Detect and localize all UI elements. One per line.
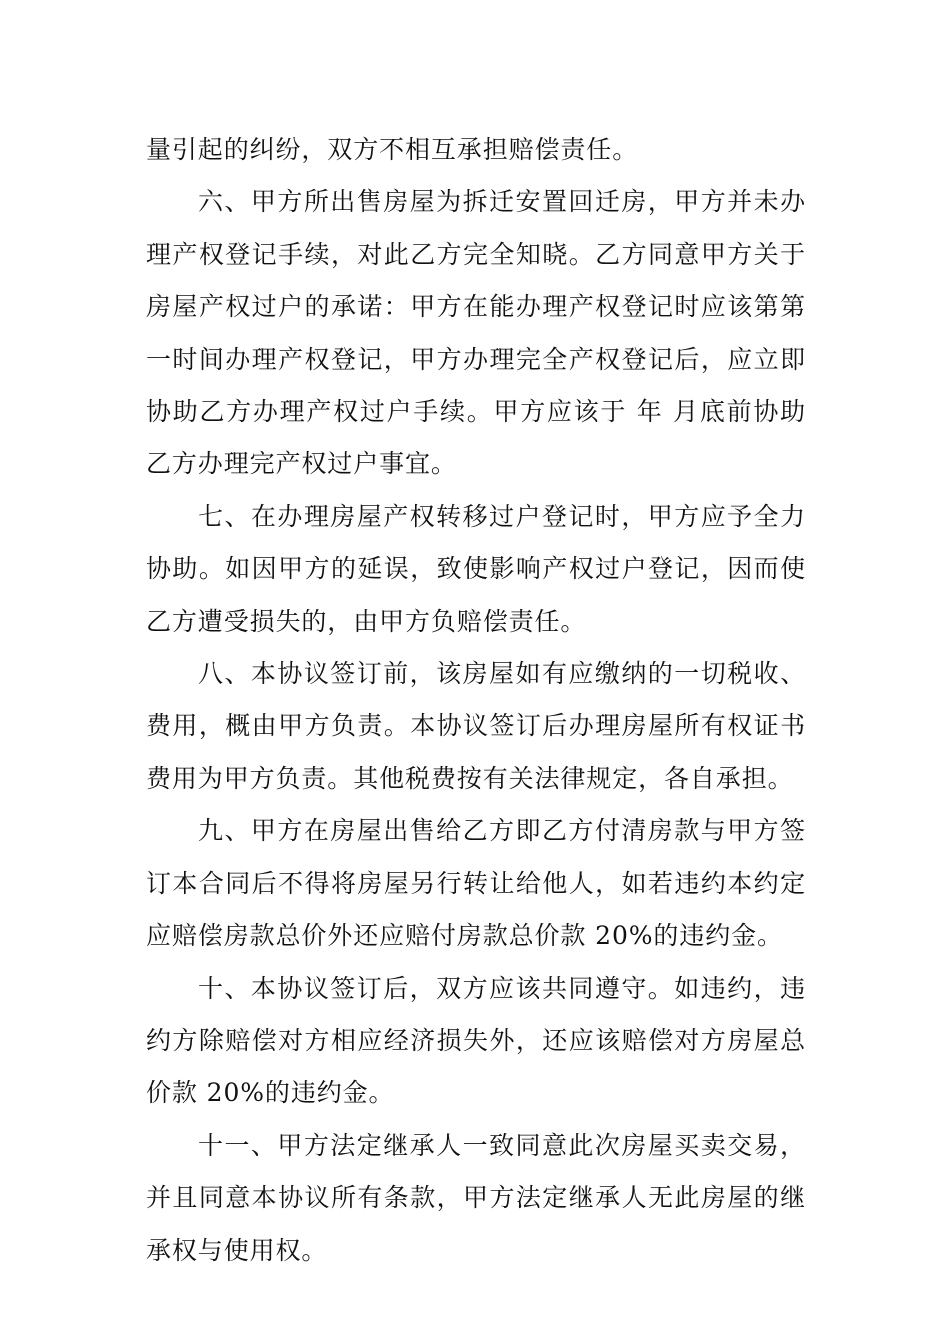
paragraph-clause-8: 八、本协议签订前，该房屋如有应缴纳的一切税收、费用，概由甲方负责。本协议签订后办理房屋所有权证书费用为甲方负责。其他税费按有关法律规定，各自承担。 [146,659,806,793]
paragraph-clause-6: 六、甲方所出售房屋为拆迁安置回迁房，甲方并未办理产权登记手续，对此乙方完全知晓。乙方同意甲方关于房屋产权过户的承诺：甲方在能办理产权登记时应该第第一时间办理产权登记，甲方办理完全产权登记后，应立即协助乙方办理产权过户手续。甲方应该于 年 月底前协助乙方办理完产权过户事宜。 [146,187,806,479]
paragraph-clause-10: 十、本协议签订后，双方应该共同遵守。如违约，违约方除赔偿对方相应经济损失外，还应该赔偿对方房屋总价款 20%的违约金。 [146,973,806,1108]
paragraph-continuation: 量引起的纠纷，双方不相互承担赔偿责任。 [146,135,639,164]
paragraph-clause-11: 十一、甲方法定继承人一致同意此次房屋买卖交易，并且同意本协议所有条款，甲方法定继承人无此房屋的继承权与使用权。 [146,1130,806,1265]
paragraph-clause-9: 九、甲方在房屋出售给乙方即乙方付清房款与甲方签订本合同后不得将房屋另行转让给他人，如若违约本约定应赔偿房款总价外还应赔付房款总价款 20%的违约金。 [146,816,806,951]
paragraph-clause-7: 七、在办理房屋产权转移过户登记时，甲方应予全力协助。如因甲方的延误，致使影响产权过户登记，因而使乙方遭受损失的，由甲方负赔偿责任。 [146,501,806,636]
document-body [146,124,806,1277]
